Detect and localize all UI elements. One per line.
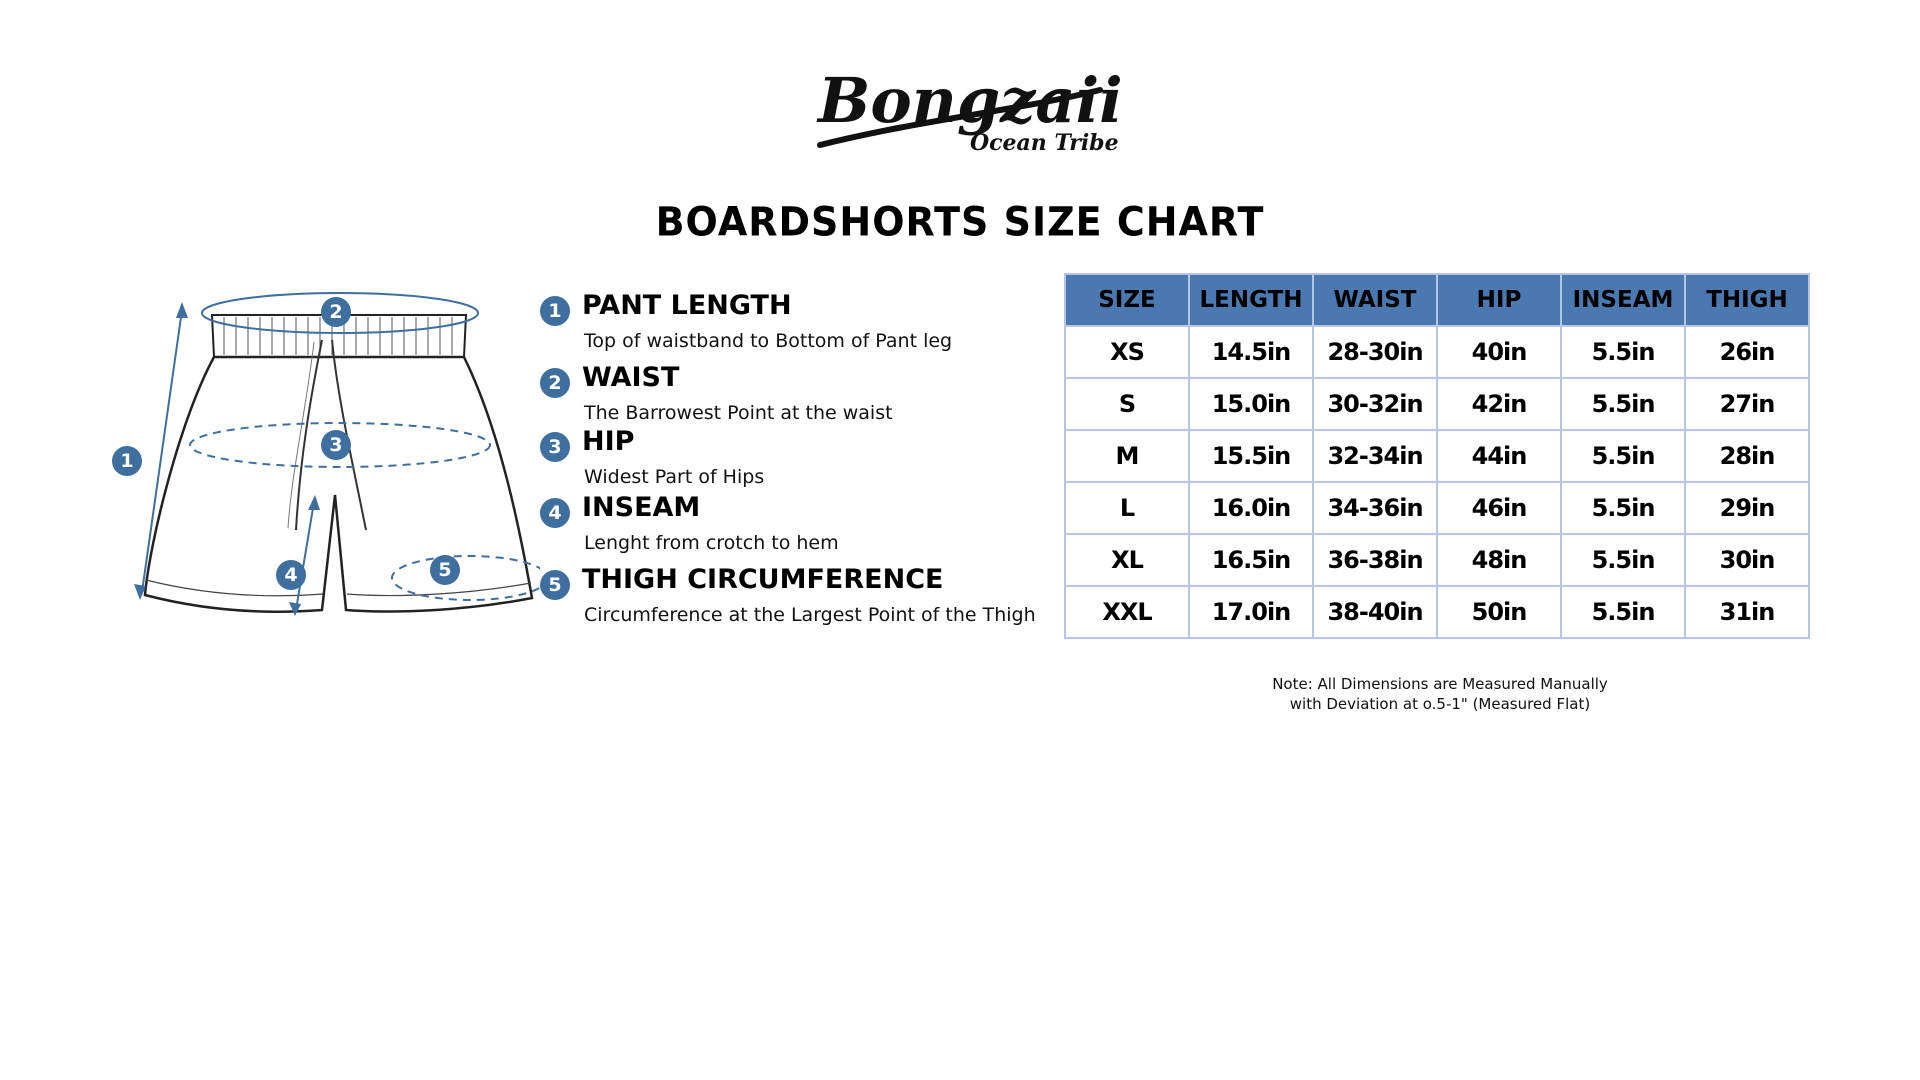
legend-title: INSEAM — [582, 492, 701, 523]
table-cell: XXL — [1065, 586, 1189, 638]
table-row — [1065, 586, 1809, 638]
column-header-size: SIZE — [1065, 274, 1189, 326]
table-row — [1065, 534, 1809, 586]
shorts-illustration — [100, 280, 540, 650]
table-row — [1065, 430, 1809, 482]
marker-4: 4 — [276, 560, 306, 590]
shorts-diagram — [100, 280, 540, 650]
logo-graphic — [800, 50, 1130, 160]
table-cell: S — [1065, 378, 1189, 430]
measurement-note — [1190, 674, 1690, 714]
table-cell: 5.5in — [1561, 482, 1685, 534]
table-cell: 5.5in — [1561, 586, 1685, 638]
column-header-thigh: THIGH — [1685, 274, 1809, 326]
table-cell: 38-40in — [1313, 586, 1437, 638]
legend-description: Top of waistband to Bottom of Pant leg — [584, 330, 953, 352]
logo-brand: Bongzaii — [818, 64, 1123, 137]
table-row — [1065, 326, 1809, 378]
legend-description: Lenght from crotch to hem — [584, 532, 839, 554]
table-cell: 5.5in — [1561, 534, 1685, 586]
table-cell: 30-32in — [1313, 378, 1437, 430]
table-cell: 16.5in — [1189, 534, 1313, 586]
legend-title: PANT LENGTH — [582, 290, 792, 321]
note-line-1: Note: All Dimensions are Measured Manually — [1272, 675, 1608, 693]
legend-title: HIP — [582, 426, 635, 457]
table-cell: 50in — [1437, 586, 1561, 638]
table-cell: 5.5in — [1561, 378, 1685, 430]
table-cell: 34-36in — [1313, 482, 1437, 534]
column-header-length: LENGTH — [1189, 274, 1313, 326]
table-cell: 32-34in — [1313, 430, 1437, 482]
size-chart-table — [1064, 273, 1810, 639]
marker-2: 2 — [321, 297, 351, 327]
marker-1: 1 — [112, 446, 142, 476]
legend-description: The Barrowest Point at the waist — [584, 402, 893, 424]
table-cell: 46in — [1437, 482, 1561, 534]
marker-5: 5 — [430, 555, 460, 585]
legend-number: 3 — [540, 432, 570, 462]
table-cell: 42in — [1437, 378, 1561, 430]
logo-tagline: Ocean Tribe — [970, 130, 1119, 156]
column-header-waist: WAIST — [1313, 274, 1437, 326]
legend-number: 2 — [540, 368, 570, 398]
table-cell: 28-30in — [1313, 326, 1437, 378]
table-cell: 28in — [1685, 430, 1809, 482]
table-cell: 48in — [1437, 534, 1561, 586]
table-cell: XL — [1065, 534, 1189, 586]
table-cell: 44in — [1437, 430, 1561, 482]
table-cell: 15.5in — [1189, 430, 1313, 482]
table-cell: 26in — [1685, 326, 1809, 378]
table-cell: 36-38in — [1313, 534, 1437, 586]
table-row — [1065, 378, 1809, 430]
table-cell: 27in — [1685, 378, 1809, 430]
table-cell: 31in — [1685, 586, 1809, 638]
note-line-2: with Deviation at o.5-1" (Measured Flat) — [1289, 695, 1591, 713]
table-cell: L — [1065, 482, 1189, 534]
legend-number: 1 — [540, 296, 570, 326]
legend-number: 4 — [540, 498, 570, 528]
table-cell: 40in — [1437, 326, 1561, 378]
legend-description: Widest Part of Hips — [584, 466, 765, 488]
column-header-hip: HIP — [1437, 274, 1561, 326]
table-cell: 5.5in — [1561, 326, 1685, 378]
legend-title: THIGH CIRCUMFERENCE — [582, 564, 944, 595]
legend-description: Circumference at the Largest Point of the Thigh — [584, 604, 1036, 626]
table-cell: 16.0in — [1189, 482, 1313, 534]
table-cell: 5.5in — [1561, 430, 1685, 482]
page-title: BOARDSHORTS SIZE CHART — [655, 198, 1265, 246]
table-cell: 17.0in — [1189, 586, 1313, 638]
column-header-inseam: INSEAM — [1561, 274, 1685, 326]
table-cell: 30in — [1685, 534, 1809, 586]
table-cell: 15.0in — [1189, 378, 1313, 430]
brand-logo — [800, 50, 1130, 160]
table-header-row — [1065, 274, 1809, 326]
marker-3: 3 — [321, 430, 351, 460]
table-cell: 29in — [1685, 482, 1809, 534]
legend-number: 5 — [540, 570, 570, 600]
table-cell: M — [1065, 430, 1189, 482]
table-cell: 14.5in — [1189, 326, 1313, 378]
table-cell: XS — [1065, 326, 1189, 378]
table-row — [1065, 482, 1809, 534]
legend-title: WAIST — [582, 362, 680, 393]
